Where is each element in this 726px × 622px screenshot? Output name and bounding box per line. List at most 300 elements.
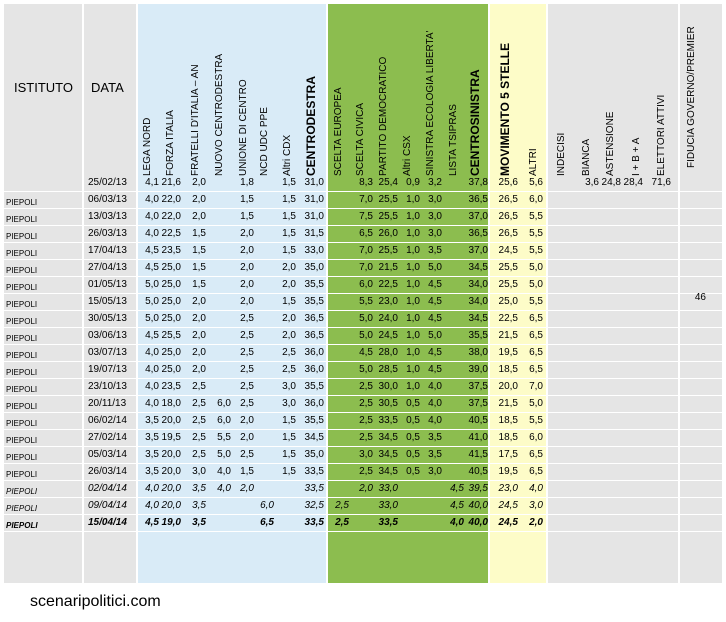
column-header: FRATELLI D'ITALIA – AN: [190, 64, 201, 176]
value-cell: 25,0: [498, 296, 518, 307]
column-header: Altri CSX: [402, 135, 413, 176]
value-cell: 22,5: [161, 228, 181, 239]
footer-source: scenaripolitici.com: [30, 593, 161, 610]
column-header: MOVIMENTO 5 STELLE: [498, 42, 512, 176]
value-cell: 34,5: [378, 449, 398, 460]
value-cell: 4,0: [145, 228, 159, 239]
value-cell: 1,0: [406, 330, 420, 341]
value-cell: 21,5: [498, 398, 518, 409]
value-cell: 32,5: [304, 500, 324, 511]
value-cell: 20,0: [498, 381, 518, 392]
value-cell: 2,5: [335, 500, 349, 511]
value-cell: 25,0: [161, 313, 181, 324]
value-cell: 2,5: [359, 415, 373, 426]
value-cell: 37,8: [468, 177, 488, 188]
date-cell: 27/02/14: [88, 432, 127, 443]
value-cell: 1,5: [282, 449, 296, 460]
value-cell: 6,0: [359, 279, 373, 290]
value-cell: 33,0: [378, 483, 398, 494]
value-cell: 1,0: [406, 279, 420, 290]
date-cell: 02/04/14: [88, 483, 127, 494]
date-cell: 15/05/13: [88, 296, 127, 307]
value-cell: 1,8: [240, 177, 254, 188]
row-divider: [4, 531, 722, 532]
value-cell: 7,0: [529, 381, 543, 392]
column-header: CENTRODESTRA: [304, 75, 318, 176]
istituto-cell: PIEPOLI: [6, 402, 38, 411]
value-cell: 5,5: [529, 245, 543, 256]
value-cell: 23,0: [498, 483, 518, 494]
value-cell: 4,5: [428, 279, 442, 290]
value-cell: 2,5: [240, 449, 254, 460]
value-cell: 25,5: [498, 279, 518, 290]
value-cell: 25,5: [161, 330, 181, 341]
value-cell: 24,5: [498, 245, 518, 256]
value-cell: 4,0: [428, 398, 442, 409]
value-cell: 3,5: [145, 432, 159, 443]
istituto-cell: PIEPOLI: [6, 249, 38, 258]
value-cell: 1,5: [282, 415, 296, 426]
value-cell: 4,0: [428, 415, 442, 426]
value-cell: 5,5: [529, 415, 543, 426]
value-cell: 18,5: [498, 415, 518, 426]
value-cell: 4,0: [145, 364, 159, 375]
value-cell: 2,5: [240, 347, 254, 358]
value-cell: 5,0: [428, 330, 442, 341]
value-cell: 6,0: [260, 500, 274, 511]
value-cell: 41,5: [468, 449, 488, 460]
value-cell: 2,0: [240, 296, 254, 307]
value-cell: 25,0: [161, 347, 181, 358]
value-cell: 3,5: [145, 449, 159, 460]
value-cell: 20,0: [161, 466, 181, 477]
value-cell: 2,0: [192, 296, 206, 307]
value-cell: 2,5: [192, 432, 206, 443]
value-cell: 4,0: [217, 466, 231, 477]
value-cell: 40,0: [468, 500, 488, 511]
value-cell: 1,5: [240, 211, 254, 222]
value-cell: 39,0: [468, 364, 488, 375]
value-cell: 2,5: [240, 364, 254, 375]
value-cell: 25,6: [498, 177, 518, 188]
value-cell: 19,0: [161, 517, 181, 528]
value-cell: 7,0: [359, 194, 373, 205]
value-cell: 5,0: [359, 313, 373, 324]
value-cell: 3,5: [192, 483, 206, 494]
column-header: I + B + A: [631, 137, 642, 176]
value-cell: 36,0: [304, 347, 324, 358]
date-cell: 19/07/13: [88, 364, 127, 375]
column-header: INDECISI: [556, 132, 567, 176]
value-cell: 26,5: [498, 228, 518, 239]
value-cell: 6,0: [529, 194, 543, 205]
date-cell: 23/10/13: [88, 381, 127, 392]
value-cell: 2,5: [335, 517, 349, 528]
value-cell: 24,0: [378, 313, 398, 324]
value-cell: 0,5: [406, 466, 420, 477]
value-cell: 1,5: [282, 296, 296, 307]
value-cell: 0,9: [406, 177, 420, 188]
date-cell: 13/03/13: [88, 211, 127, 222]
value-cell: 26,5: [498, 211, 518, 222]
value-cell: 3,0: [282, 398, 296, 409]
value-cell: 1,5: [282, 466, 296, 477]
value-cell: 2,0: [282, 330, 296, 341]
istituto-cell: PIEPOLI: [6, 453, 38, 462]
value-cell: 3,5: [145, 466, 159, 477]
value-cell: 19,5: [498, 347, 518, 358]
column-header: FIDUCIA GOVERNO/PREMIER: [686, 26, 697, 168]
date-cell: 06/03/13: [88, 194, 127, 205]
value-cell: 2,0: [240, 245, 254, 256]
istituto-cell: PIEPOLI: [6, 470, 38, 479]
value-cell: 6,5: [529, 364, 543, 375]
value-cell: 22,0: [161, 194, 181, 205]
value-cell: 3,0: [529, 500, 543, 511]
value-cell: 0,5: [406, 432, 420, 443]
value-cell: 1,0: [406, 194, 420, 205]
value-cell: 25,0: [161, 296, 181, 307]
value-cell: 46: [694, 292, 706, 303]
value-cell: 5,5: [529, 211, 543, 222]
istituto-cell: PIEPOLI: [6, 521, 38, 530]
column-header: Altri CDX: [282, 134, 293, 176]
value-cell: 0,5: [406, 398, 420, 409]
istituto-cell: PIEPOLI: [6, 215, 38, 224]
date-cell: 05/03/14: [88, 449, 127, 460]
value-cell: 4,5: [450, 483, 464, 494]
value-cell: 1,5: [282, 228, 296, 239]
value-cell: 34,5: [378, 466, 398, 477]
value-cell: 2,0: [529, 517, 543, 528]
value-cell: 3,0: [192, 466, 206, 477]
value-cell: 3,0: [359, 449, 373, 460]
value-cell: 36,5: [304, 330, 324, 341]
value-cell: 4,0: [145, 347, 159, 358]
column-header: CENTROSINISTRA: [468, 69, 482, 176]
value-cell: 1,0: [406, 262, 420, 273]
value-cell: 1,0: [406, 245, 420, 256]
istituto-cell: PIEPOLI: [6, 368, 38, 377]
column-header: SCELTA EUROPEA: [333, 87, 344, 176]
value-cell: 35,0: [304, 449, 324, 460]
value-cell: 5,5: [529, 296, 543, 307]
value-cell: 6,5: [529, 313, 543, 324]
column-header: LISTA TSIPRAS: [448, 104, 459, 176]
value-cell: 34,0: [468, 279, 488, 290]
value-cell: 18,5: [498, 364, 518, 375]
value-cell: 6,5: [529, 330, 543, 341]
value-cell: 21,6: [161, 177, 181, 188]
value-cell: 37,0: [468, 211, 488, 222]
value-cell: 4,5: [145, 262, 159, 273]
value-cell: 33,0: [304, 245, 324, 256]
value-cell: 1,0: [406, 313, 420, 324]
value-cell: 21,5: [378, 262, 398, 273]
value-cell: 23,5: [161, 245, 181, 256]
column-header: NCD UDC PPE: [259, 107, 270, 176]
value-cell: 2,0: [240, 415, 254, 426]
value-cell: 19,5: [498, 466, 518, 477]
value-cell: 33,5: [378, 517, 398, 528]
value-cell: 30,5: [378, 398, 398, 409]
date-cell: 26/03/14: [88, 466, 127, 477]
value-cell: 3,0: [282, 381, 296, 392]
value-cell: 3,5: [145, 415, 159, 426]
istituto-cell: PIEPOLI: [6, 419, 38, 428]
value-cell: 28,5: [378, 364, 398, 375]
value-cell: 2,0: [282, 313, 296, 324]
value-cell: 40,5: [468, 466, 488, 477]
value-cell: 41,0: [468, 432, 488, 443]
istituto-cell: PIEPOLI: [6, 266, 38, 275]
value-cell: 3,0: [428, 228, 442, 239]
value-cell: 2,5: [240, 313, 254, 324]
value-cell: 31,5: [304, 228, 324, 239]
value-cell: 2,0: [192, 313, 206, 324]
value-cell: 4,0: [145, 500, 159, 511]
value-cell: 33,5: [304, 483, 324, 494]
value-cell: 1,5: [240, 194, 254, 205]
value-cell: 2,0: [192, 211, 206, 222]
value-cell: 33,5: [304, 466, 324, 477]
value-cell: 22,5: [378, 279, 398, 290]
value-cell: 34,5: [468, 262, 488, 273]
value-cell: 4,0: [529, 483, 543, 494]
value-cell: 36,0: [304, 364, 324, 375]
value-cell: 0,5: [406, 415, 420, 426]
value-cell: 4,0: [217, 483, 231, 494]
value-cell: 4,5: [145, 517, 159, 528]
value-cell: 20,0: [161, 415, 181, 426]
date-cell: 09/04/14: [88, 500, 127, 511]
value-cell: 5,0: [359, 330, 373, 341]
value-cell: 2,5: [359, 381, 373, 392]
value-cell: 5,6: [529, 177, 543, 188]
value-cell: 2,0: [192, 330, 206, 341]
value-cell: 35,5: [304, 415, 324, 426]
value-cell: 5,0: [145, 296, 159, 307]
value-cell: 1,5: [192, 228, 206, 239]
date-cell: 03/07/13: [88, 347, 127, 358]
value-cell: 4,0: [145, 398, 159, 409]
column-header: SCELTA CIVICA: [355, 103, 366, 176]
istituto-cell: PIEPOLI: [6, 436, 38, 445]
value-cell: 1,5: [282, 432, 296, 443]
value-cell: 36,5: [304, 313, 324, 324]
value-cell: 22,5: [498, 313, 518, 324]
value-cell: 5,0: [529, 398, 543, 409]
value-cell: 4,0: [145, 211, 159, 222]
data-header: DATA: [91, 80, 124, 95]
value-cell: 3,5: [428, 245, 442, 256]
value-cell: 2,5: [240, 398, 254, 409]
value-cell: 1,5: [282, 211, 296, 222]
value-cell: 8,3: [359, 177, 373, 188]
value-cell: 33,5: [378, 415, 398, 426]
value-cell: 25,4: [378, 177, 398, 188]
value-cell: 2,5: [359, 432, 373, 443]
value-cell: 2,0: [240, 279, 254, 290]
value-cell: 24,5: [498, 500, 518, 511]
value-cell: 26,0: [378, 228, 398, 239]
value-cell: 2,0: [240, 483, 254, 494]
value-cell: 2,0: [282, 279, 296, 290]
value-cell: 1,5: [192, 262, 206, 273]
value-cell: 71,6: [651, 177, 671, 188]
value-cell: 1,0: [406, 364, 420, 375]
column-header: BIANCA: [581, 138, 592, 176]
value-cell: 37,5: [468, 398, 488, 409]
value-cell: 35,5: [304, 279, 324, 290]
value-cell: 4,5: [428, 347, 442, 358]
value-cell: 6,0: [217, 398, 231, 409]
value-cell: 0,5: [406, 449, 420, 460]
value-cell: 5,0: [145, 279, 159, 290]
istituto-cell: PIEPOLI: [6, 487, 38, 496]
value-cell: 37,5: [468, 381, 488, 392]
value-cell: 2,5: [359, 466, 373, 477]
value-cell: 39,5: [468, 483, 488, 494]
value-cell: 4,0: [145, 194, 159, 205]
value-cell: 2,5: [192, 381, 206, 392]
column-header: LEGA NORD: [142, 117, 153, 176]
column-header: NUOVO CENTRODESTRA: [214, 53, 225, 176]
value-cell: 3,5: [192, 517, 206, 528]
istituto-cell: PIEPOLI: [6, 232, 38, 241]
value-cell: 2,0: [192, 177, 206, 188]
value-cell: 33,5: [304, 517, 324, 528]
value-cell: 5,0: [529, 279, 543, 290]
column-header: UNIONE DI CENTRO: [238, 79, 249, 176]
value-cell: 40,5: [468, 415, 488, 426]
value-cell: 30,0: [378, 381, 398, 392]
value-cell: 25,0: [161, 364, 181, 375]
value-cell: 4,5: [450, 500, 464, 511]
istituto-cell: PIEPOLI: [6, 385, 38, 394]
value-cell: 1,5: [192, 279, 206, 290]
date-cell: 27/04/13: [88, 262, 127, 273]
value-cell: 2,5: [282, 364, 296, 375]
value-cell: 5,5: [529, 228, 543, 239]
date-cell: 17/04/13: [88, 245, 127, 256]
value-cell: 35,5: [468, 330, 488, 341]
value-cell: 3,0: [428, 194, 442, 205]
value-cell: 5,0: [217, 449, 231, 460]
value-cell: 4,1: [145, 177, 159, 188]
value-cell: 20,0: [161, 500, 181, 511]
value-cell: 3,6: [585, 177, 599, 188]
value-cell: 2,0: [359, 483, 373, 494]
value-cell: 5,5: [217, 432, 231, 443]
istituto-cell: PIEPOLI: [6, 317, 38, 326]
column-header: SINISTRA ECOLOGIA LIBERTA': [425, 30, 436, 176]
value-cell: 2,0: [192, 347, 206, 358]
value-cell: 2,5: [192, 415, 206, 426]
column-header: PARTITO DEMOCRATICO: [378, 56, 389, 176]
value-cell: 6,5: [260, 517, 274, 528]
value-cell: 28,4: [623, 177, 643, 188]
value-cell: 25,5: [378, 245, 398, 256]
date-cell: 20/11/13: [88, 398, 127, 409]
value-cell: 1,0: [406, 211, 420, 222]
value-cell: 22,0: [161, 211, 181, 222]
value-cell: 4,0: [145, 483, 159, 494]
value-cell: 2,5: [240, 330, 254, 341]
value-cell: 3,5: [192, 500, 206, 511]
istituto-cell: PIEPOLI: [6, 351, 38, 360]
value-cell: 18,0: [161, 398, 181, 409]
value-cell: 3,5: [428, 449, 442, 460]
value-cell: 17,5: [498, 449, 518, 460]
value-cell: 2,0: [240, 228, 254, 239]
value-cell: 4,0: [145, 381, 159, 392]
value-cell: 6,5: [529, 466, 543, 477]
value-cell: 25,5: [378, 194, 398, 205]
value-cell: 6,5: [359, 228, 373, 239]
value-cell: 23,0: [378, 296, 398, 307]
date-cell: 15/04/14: [88, 517, 127, 528]
istituto-cell: PIEPOLI: [6, 334, 38, 343]
value-cell: 20,0: [161, 449, 181, 460]
date-cell: 30/05/13: [88, 313, 127, 324]
value-cell: 34,5: [468, 313, 488, 324]
date-cell: 26/03/13: [88, 228, 127, 239]
value-cell: 1,0: [406, 347, 420, 358]
value-cell: 2,0: [240, 262, 254, 273]
value-cell: 2,0: [240, 432, 254, 443]
value-cell: 1,5: [282, 177, 296, 188]
value-cell: 4,5: [145, 245, 159, 256]
value-cell: 2,5: [192, 449, 206, 460]
istituto-header: ISTITUTO: [14, 80, 73, 95]
value-cell: 33,0: [378, 500, 398, 511]
value-cell: 36,5: [468, 194, 488, 205]
value-cell: 28,0: [378, 347, 398, 358]
value-cell: 34,5: [304, 432, 324, 443]
column-header: FORZA ITALIA: [165, 110, 176, 176]
value-cell: 36,0: [304, 398, 324, 409]
value-cell: 26,5: [498, 194, 518, 205]
istituto-cell: PIEPOLI: [6, 504, 38, 513]
istituto-cell: PIEPOLI: [6, 283, 38, 292]
value-cell: 2,5: [282, 347, 296, 358]
value-cell: 1,0: [406, 381, 420, 392]
value-cell: 25,5: [498, 262, 518, 273]
value-cell: 31,0: [304, 177, 324, 188]
value-cell: 18,5: [498, 432, 518, 443]
value-cell: 25,0: [161, 262, 181, 273]
value-cell: 3,5: [428, 432, 442, 443]
value-cell: 1,0: [406, 296, 420, 307]
value-cell: 4,5: [145, 330, 159, 341]
value-cell: 35,5: [304, 296, 324, 307]
istituto-cell: PIEPOLI: [6, 300, 38, 309]
value-cell: 4,5: [428, 313, 442, 324]
value-cell: 3,0: [428, 211, 442, 222]
value-cell: 35,0: [304, 262, 324, 273]
value-cell: 25,5: [378, 211, 398, 222]
value-cell: 21,5: [498, 330, 518, 341]
value-cell: 31,0: [304, 194, 324, 205]
value-cell: 24,5: [378, 330, 398, 341]
value-cell: 4,0: [450, 517, 464, 528]
date-cell: 03/06/13: [88, 330, 127, 341]
value-cell: 20,0: [161, 483, 181, 494]
value-cell: 6,5: [529, 347, 543, 358]
value-cell: 34,5: [378, 432, 398, 443]
istituto-cell: PIEPOLI: [6, 198, 38, 207]
